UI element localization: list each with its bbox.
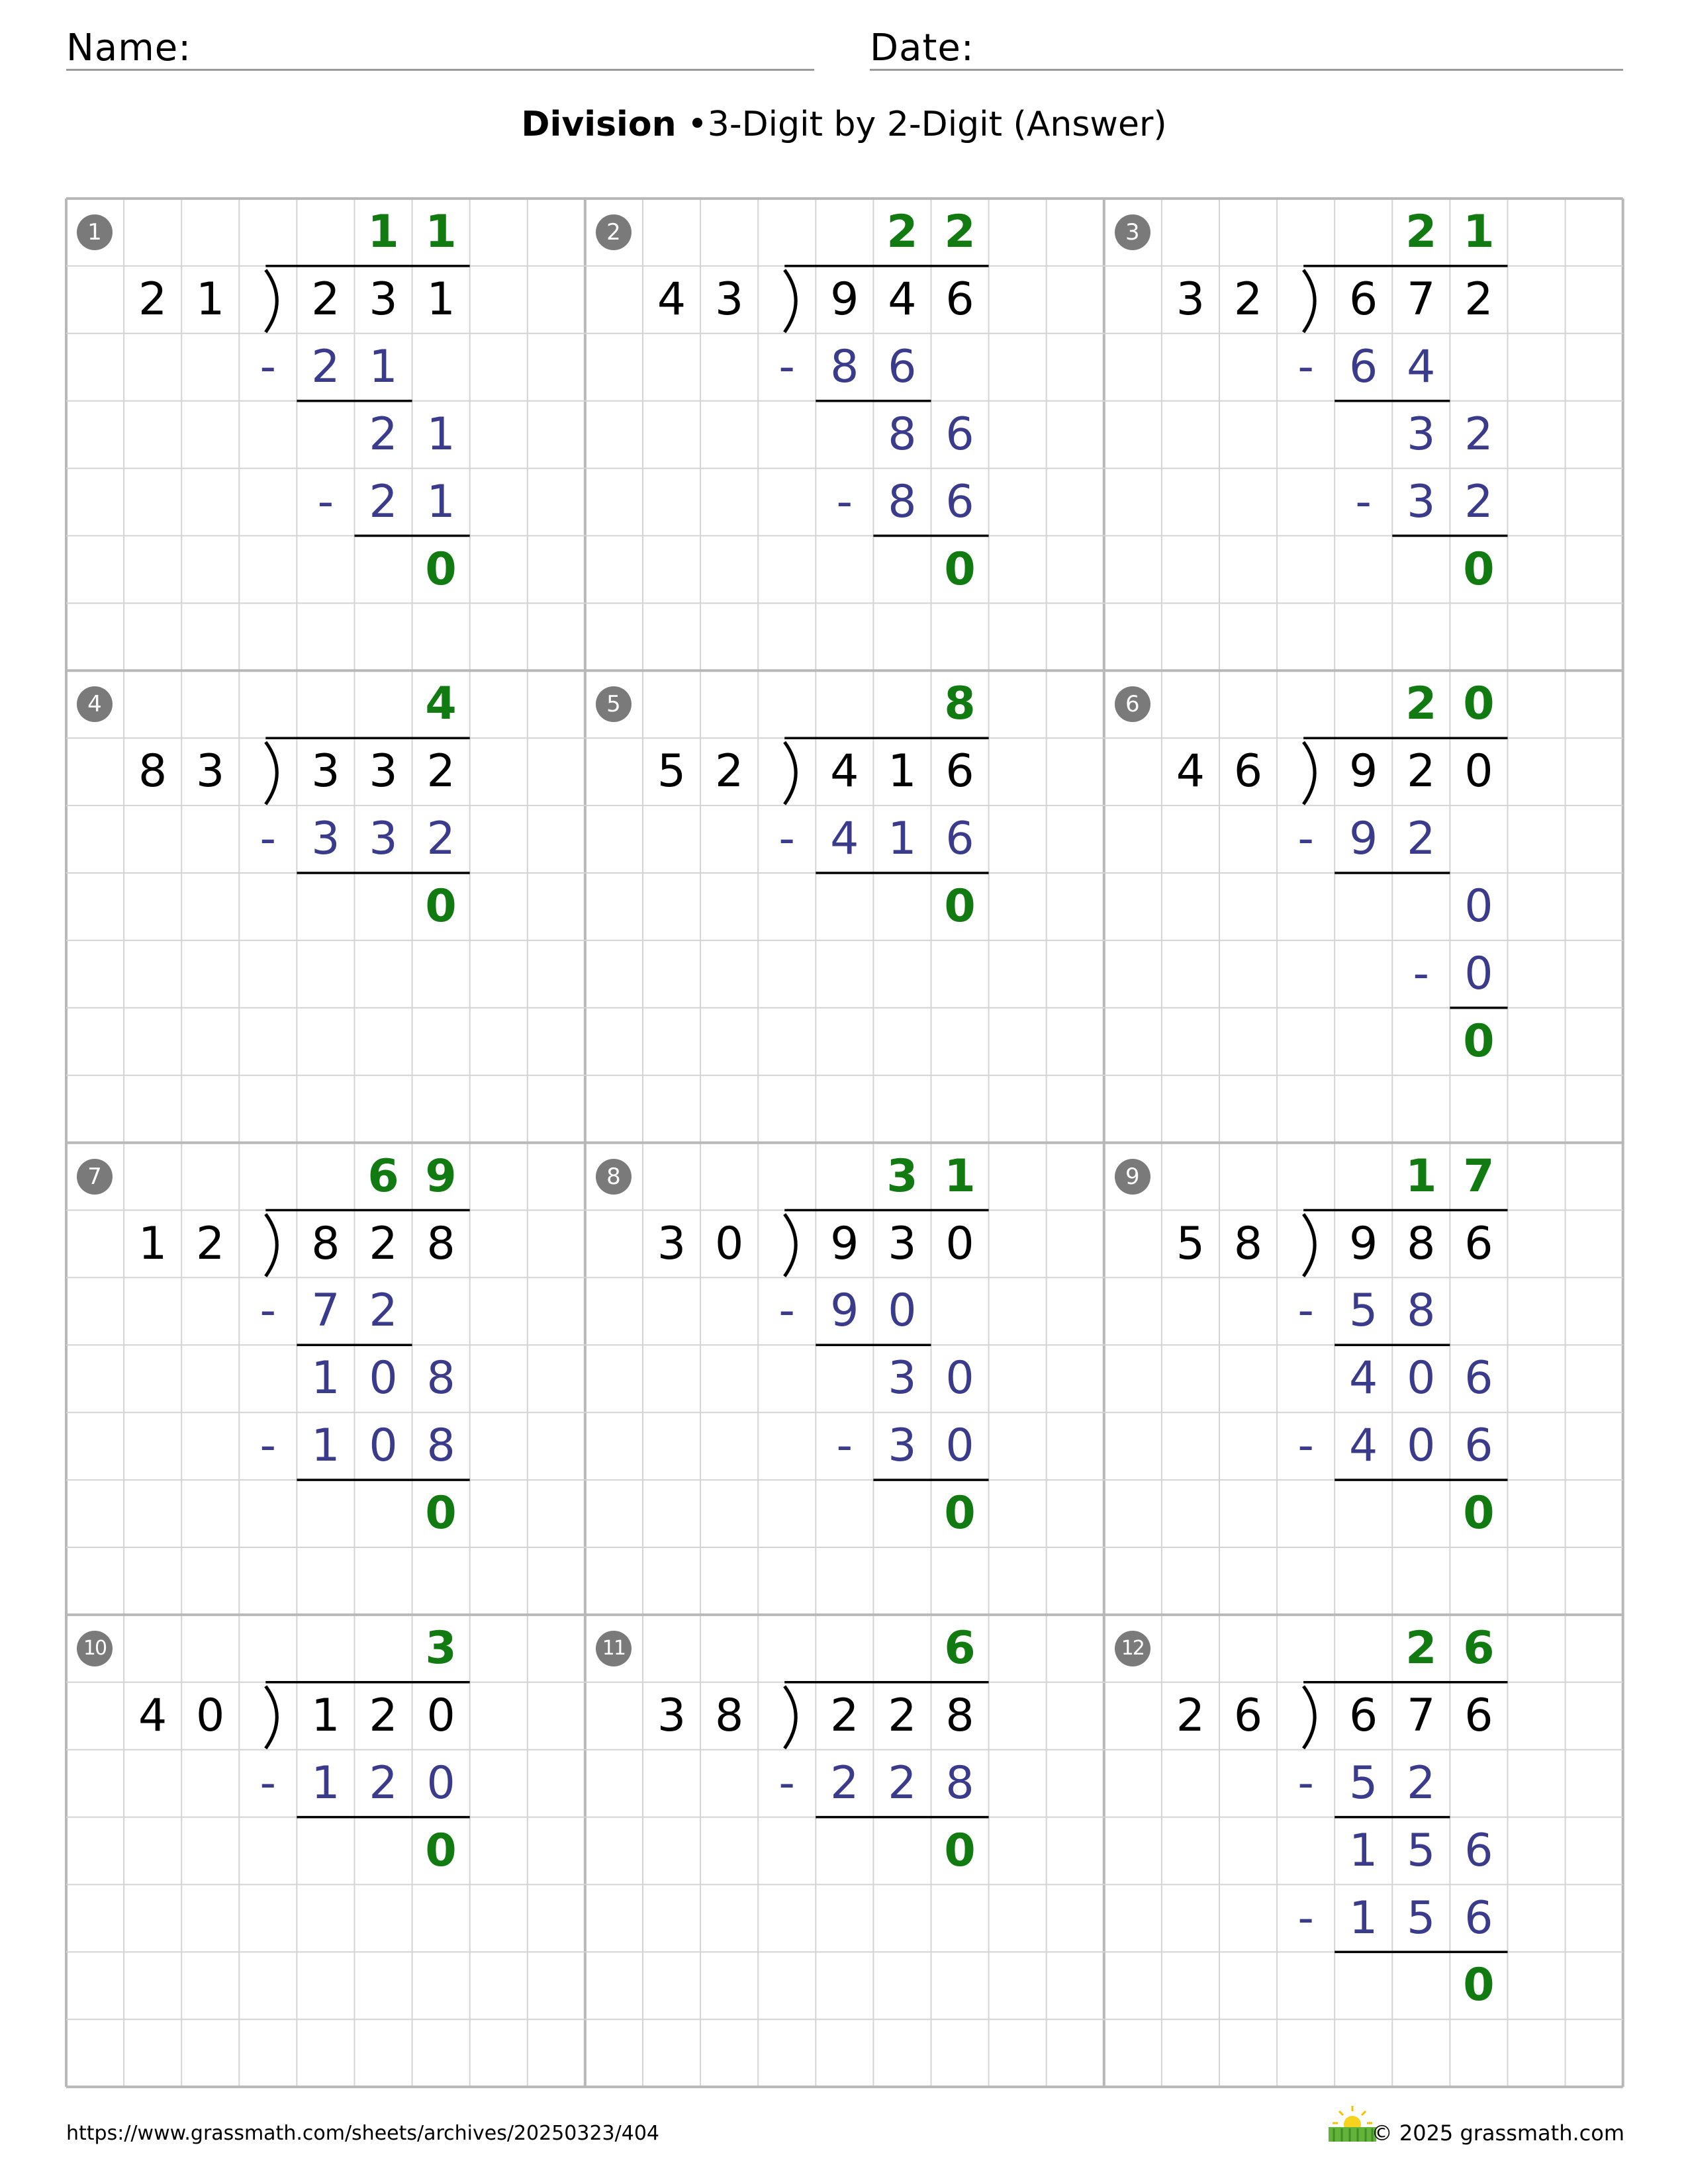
minus-sign: - — [1355, 475, 1372, 528]
problem-number-badge: 9 — [1115, 1159, 1150, 1195]
dividend-digit: 8 — [1407, 1217, 1436, 1270]
work-digit: 6 — [1349, 340, 1378, 393]
problem-number-badge: 5 — [596, 686, 632, 722]
division-bracket — [1303, 1686, 1315, 1749]
name-label: Name: — [66, 26, 192, 69]
work-digit: 2 — [369, 475, 398, 528]
divisor-digit: 2 — [138, 273, 167, 326]
dividend-digit: 4 — [830, 745, 859, 798]
remainder-digit: 0 — [425, 1487, 457, 1540]
dividend-digit: 2 — [311, 273, 340, 326]
work-digit: 8 — [426, 1352, 455, 1405]
dividend-digit: 3 — [369, 745, 398, 798]
division-bracket — [265, 1686, 277, 1749]
division-bracket — [784, 270, 796, 332]
work-digit: 1 — [888, 813, 917, 866]
grass-sun-logo-icon — [1327, 2105, 1378, 2142]
work-digit: 0 — [945, 1420, 974, 1473]
division-bracket — [784, 1686, 796, 1749]
work-digit: 3 — [888, 1420, 917, 1473]
work-digit: 2 — [1464, 475, 1493, 528]
divisor-digit: 4 — [138, 1689, 167, 1742]
work-digit: 0 — [945, 1352, 974, 1405]
minus-sign: - — [778, 1756, 795, 1809]
minus-sign: - — [317, 475, 334, 528]
work-digit: 6 — [1464, 1352, 1493, 1405]
work-digit: 6 — [945, 813, 974, 866]
work-digit: 8 — [426, 1420, 455, 1473]
footer-copyright: © 2025 grassmath.com — [1371, 2120, 1624, 2146]
dividend-digit: 1 — [888, 745, 917, 798]
division-bracket — [784, 742, 796, 804]
work-digit: 6 — [888, 340, 917, 393]
division-bracket — [1303, 270, 1315, 332]
minus-sign: - — [1297, 1420, 1314, 1473]
quotient-digit: 1 — [425, 206, 457, 258]
dividend-digit: 2 — [426, 745, 455, 798]
dividend-digit: 1 — [311, 1689, 340, 1742]
problem-number-badge: 3 — [1115, 214, 1150, 250]
dividend-digit: 3 — [311, 745, 340, 798]
divisor-digit: 0 — [714, 1217, 744, 1270]
work-digit: 1 — [1349, 1824, 1378, 1877]
dividend-digit: 2 — [1407, 745, 1436, 798]
work-digit: 1 — [311, 1352, 340, 1405]
work-digit: 2 — [830, 1756, 859, 1809]
divisor-digit: 3 — [196, 745, 225, 798]
divisor-digit: 3 — [714, 273, 744, 326]
quotient-digit: 0 — [1463, 678, 1495, 731]
work-digit: 1 — [1349, 1891, 1378, 1944]
minus-sign: - — [259, 813, 277, 866]
dividend-digit: 3 — [369, 273, 398, 326]
divisor-digit: 8 — [1233, 1217, 1263, 1270]
work-digit: 2 — [369, 408, 398, 461]
quotient-digit: 2 — [944, 206, 976, 258]
division-bracket — [1303, 1214, 1315, 1277]
work-digit: 1 — [426, 408, 455, 461]
divisor-digit: 2 — [1176, 1689, 1205, 1742]
minus-sign: - — [259, 1420, 277, 1473]
work-digit: 4 — [1407, 340, 1436, 393]
divisor-digit: 3 — [657, 1689, 686, 1742]
divisor-digit: 8 — [714, 1689, 744, 1742]
work-digit: 7 — [311, 1285, 340, 1338]
division-bracket — [265, 742, 277, 804]
dividend-digit: 0 — [426, 1689, 455, 1742]
footer-url[interactable]: https://www.grassmath.com/sheets/archives/20250323/404 — [66, 2122, 660, 2145]
work-digit: 9 — [1349, 813, 1378, 866]
quotient-digit: 3 — [886, 1150, 918, 1203]
divisor-digit: 6 — [1233, 1689, 1263, 1742]
problem-number-badge: 11 — [596, 1631, 632, 1666]
minus-sign: - — [836, 475, 853, 528]
dividend-digit: 6 — [945, 745, 974, 798]
remainder-digit: 0 — [425, 543, 457, 596]
work-digit: 0 — [426, 1756, 455, 1809]
work-digit: 0 — [1464, 947, 1493, 1000]
quotient-digit: 2 — [1405, 678, 1437, 731]
divisor-digit: 1 — [196, 273, 225, 326]
quotient-digit: 9 — [425, 1150, 457, 1203]
divisor-digit: 1 — [138, 1217, 167, 1270]
dividend-digit: 3 — [888, 1217, 917, 1270]
remainder-digit: 0 — [944, 880, 976, 933]
work-digit: 5 — [1407, 1824, 1436, 1877]
work-digit: 0 — [1407, 1420, 1436, 1473]
divisor-digit: 8 — [138, 745, 167, 798]
minus-sign: - — [1297, 340, 1314, 393]
work-digit: 8 — [888, 475, 917, 528]
title-main: Division — [521, 105, 677, 144]
remainder-digit: 0 — [1463, 1959, 1495, 2012]
work-digit: 3 — [888, 1352, 917, 1405]
work-digit: 2 — [1464, 408, 1493, 461]
dividend-digit: 9 — [1349, 1217, 1378, 1270]
divisor-digit: 6 — [1233, 745, 1263, 798]
divisor-digit: 5 — [657, 745, 686, 798]
quotient-digit: 6 — [944, 1621, 976, 1674]
work-digit: 5 — [1349, 1285, 1378, 1338]
quotient-digit: 2 — [1405, 206, 1437, 258]
dividend-digit: 6 — [1349, 1689, 1378, 1742]
work-digit: 0 — [369, 1352, 398, 1405]
work-digit: 1 — [426, 475, 455, 528]
work-digit: 6 — [1464, 1420, 1493, 1473]
work-digit: 2 — [888, 1756, 917, 1809]
work-digit: 6 — [945, 475, 974, 528]
division-bracket — [265, 1214, 277, 1277]
work-digit: 8 — [830, 340, 859, 393]
work-digit: 6 — [1464, 1891, 1493, 1944]
work-digit: 4 — [830, 813, 859, 866]
remainder-digit: 0 — [1463, 1487, 1495, 1540]
work-digit: 9 — [830, 1285, 859, 1338]
work-digit: 0 — [369, 1420, 398, 1473]
dividend-digit: 8 — [311, 1217, 340, 1270]
divisor-digit: 4 — [1176, 745, 1205, 798]
quotient-digit: 2 — [886, 206, 918, 258]
divisor-digit: 2 — [714, 745, 744, 798]
work-digit: 8 — [945, 1756, 974, 1809]
dividend-digit: 9 — [830, 273, 859, 326]
division-bracket — [784, 1214, 796, 1277]
quotient-digit: 8 — [944, 678, 976, 731]
dividend-digit: 6 — [1349, 273, 1378, 326]
dividend-digit: 4 — [888, 273, 917, 326]
dividend-digit: 8 — [426, 1217, 455, 1270]
remainder-digit: 0 — [1463, 543, 1495, 596]
work-digit: 5 — [1407, 1891, 1436, 1944]
date-label: Date: — [870, 26, 974, 69]
dividend-digit: 9 — [1349, 745, 1378, 798]
minus-sign: - — [836, 1420, 853, 1473]
minus-sign: - — [1413, 947, 1430, 1000]
problem-number-badge: 10 — [77, 1631, 113, 1666]
dividend-digit: 2 — [888, 1689, 917, 1742]
minus-sign: - — [778, 1285, 795, 1338]
minus-sign: - — [1297, 813, 1314, 866]
minus-sign: - — [1297, 1285, 1314, 1338]
work-digit: 2 — [369, 1285, 398, 1338]
problem-number-badge: 2 — [596, 214, 632, 250]
work-digit: 3 — [1407, 408, 1436, 461]
work-digit: 6 — [945, 408, 974, 461]
dividend-digit: 7 — [1407, 273, 1436, 326]
work-digit: 0 — [1464, 880, 1493, 933]
work-digit: 4 — [1349, 1420, 1378, 1473]
minus-sign: - — [1297, 1756, 1314, 1809]
work-digit: 1 — [369, 340, 398, 393]
quotient-digit: 4 — [425, 678, 457, 731]
dividend-digit: 6 — [1464, 1689, 1493, 1742]
minus-sign: - — [259, 1756, 277, 1809]
minus-sign: - — [1297, 1891, 1314, 1944]
work-digit: 2 — [369, 1756, 398, 1809]
divisor-digit: 3 — [1176, 273, 1205, 326]
divisor-digit: 2 — [1233, 273, 1263, 326]
problem-number-badge: 12 — [1115, 1631, 1150, 1666]
quotient-digit: 6 — [1463, 1621, 1495, 1674]
dividend-digit: 8 — [945, 1689, 974, 1742]
quotient-digit: 2 — [1405, 1621, 1437, 1674]
dividend-digit: 0 — [1464, 745, 1493, 798]
work-digit: 2 — [311, 340, 340, 393]
work-digit: 3 — [311, 813, 340, 866]
minus-sign: - — [778, 340, 795, 393]
problem-number-badge: 1 — [77, 214, 113, 250]
work-digit: 1 — [311, 1420, 340, 1473]
title-separator: • — [687, 105, 708, 144]
dividend-digit: 2 — [1464, 273, 1493, 326]
remainder-digit: 0 — [425, 880, 457, 933]
divisor-digit: 4 — [657, 273, 686, 326]
work-digit: 6 — [1464, 1824, 1493, 1877]
dividend-digit: 2 — [830, 1689, 859, 1742]
dividend-digit: 2 — [369, 1689, 398, 1742]
quotient-digit: 1 — [1463, 206, 1495, 258]
work-digit: 2 — [426, 813, 455, 866]
quotient-digit: 7 — [1463, 1150, 1495, 1203]
dividend-digit: 6 — [1464, 1217, 1493, 1270]
work-digit: 2 — [1407, 813, 1436, 866]
minus-sign: - — [259, 340, 277, 393]
problem-number-badge: 4 — [77, 686, 113, 722]
remainder-digit: 0 — [944, 543, 976, 596]
dividend-digit: 7 — [1407, 1689, 1436, 1742]
dividend-digit: 0 — [945, 1217, 974, 1270]
work-digit: 3 — [369, 813, 398, 866]
divisor-digit: 0 — [196, 1689, 225, 1742]
division-bracket — [265, 270, 277, 332]
remainder-digit: 0 — [944, 1487, 976, 1540]
work-digit: 0 — [1407, 1352, 1436, 1405]
dividend-digit: 9 — [830, 1217, 859, 1270]
work-digit: 4 — [1349, 1352, 1378, 1405]
work-digit: 0 — [888, 1285, 917, 1338]
divisor-digit: 3 — [657, 1217, 686, 1270]
minus-sign: - — [778, 813, 795, 866]
quotient-digit: 1 — [367, 206, 399, 258]
division-bracket — [1303, 742, 1315, 804]
work-digit: 3 — [1407, 475, 1436, 528]
title-sub: 3-Digit by 2-Digit (Answer) — [707, 105, 1167, 144]
problem-number-badge: 6 — [1115, 686, 1150, 722]
quotient-digit: 1 — [944, 1150, 976, 1203]
problem-number-badge: 8 — [596, 1159, 632, 1195]
work-digit: 2 — [1407, 1756, 1436, 1809]
work-digit: 8 — [1407, 1285, 1436, 1338]
dividend-digit: 6 — [945, 273, 974, 326]
remainder-digit: 0 — [944, 1824, 976, 1877]
divisor-digit: 5 — [1176, 1217, 1205, 1270]
divisor-digit: 2 — [196, 1217, 225, 1270]
quotient-digit: 6 — [367, 1150, 399, 1203]
remainder-digit: 0 — [1463, 1015, 1495, 1068]
work-digit: 1 — [311, 1756, 340, 1809]
work-digit: 5 — [1349, 1756, 1378, 1809]
dividend-digit: 1 — [426, 273, 455, 326]
minus-sign: - — [259, 1285, 277, 1338]
quotient-digit: 1 — [1405, 1150, 1437, 1203]
problem-number-badge: 7 — [77, 1159, 113, 1195]
dividend-digit: 2 — [369, 1217, 398, 1270]
remainder-digit: 0 — [425, 1824, 457, 1877]
quotient-digit: 3 — [425, 1621, 457, 1674]
work-digit: 8 — [888, 408, 917, 461]
